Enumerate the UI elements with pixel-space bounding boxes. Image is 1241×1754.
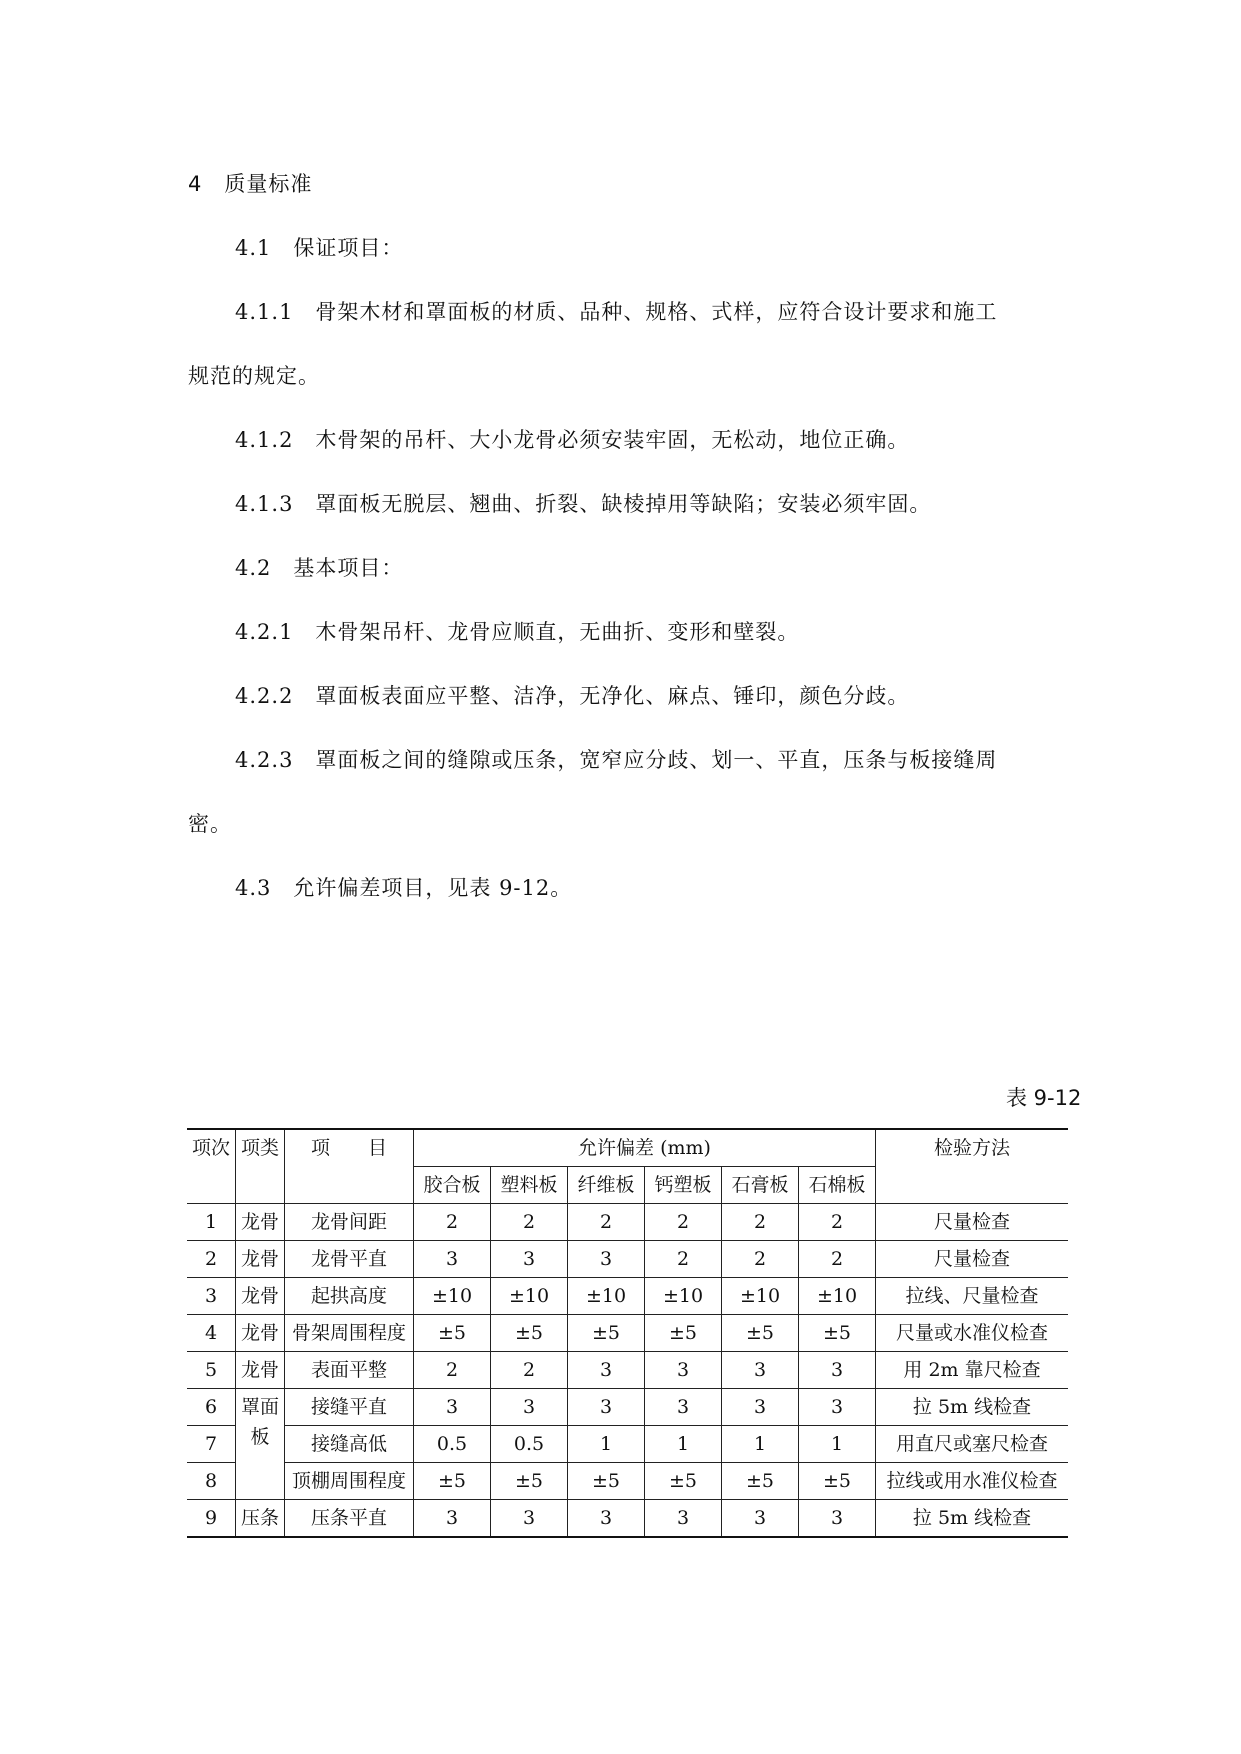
cell-value: 2 bbox=[799, 1204, 876, 1241]
cell-value: 3 bbox=[491, 1500, 568, 1538]
table-row bbox=[187, 1352, 1068, 1389]
cell-value: ±5 bbox=[799, 1315, 876, 1352]
header-material: 纤维板 bbox=[568, 1167, 645, 1204]
header-category: 项类 bbox=[236, 1129, 285, 1204]
cell-value: 3 bbox=[645, 1389, 722, 1426]
table-row bbox=[187, 1426, 1068, 1463]
cell-value: 2 bbox=[491, 1352, 568, 1389]
cell-method: 用 2m 靠尺检查 bbox=[876, 1352, 1069, 1389]
cell-value: 3 bbox=[568, 1352, 645, 1389]
cell-value: ±5 bbox=[722, 1315, 799, 1352]
paragraph-4-1-3: 4.1.3 罩面板无脱层、翘曲、折裂、缺棱掉用等缺陷；安装必须牢固。 bbox=[235, 492, 932, 516]
table-row bbox=[187, 1389, 1068, 1426]
cell-method: 尺量或水准仪检查 bbox=[876, 1315, 1069, 1352]
cell-value: 3 bbox=[568, 1241, 645, 1278]
cell-category: 龙骨 bbox=[236, 1352, 285, 1389]
cell-category: 龙骨 bbox=[236, 1204, 285, 1241]
paragraph-4-2: 4.2 基本项目： bbox=[235, 556, 404, 580]
cell-item: 骨架周围程度 bbox=[285, 1315, 414, 1352]
cell-no: 2 bbox=[187, 1241, 236, 1278]
cell-item: 起拱高度 bbox=[285, 1278, 414, 1315]
cell-method: 尺量检查 bbox=[876, 1241, 1069, 1278]
header-no: 项次 bbox=[187, 1129, 236, 1204]
table-caption: 表 9-12 bbox=[1006, 1086, 1082, 1110]
cell-value: ±10 bbox=[491, 1278, 568, 1315]
header-material: 胶合板 bbox=[414, 1167, 491, 1204]
cell-value: 3 bbox=[799, 1352, 876, 1389]
paragraph-4-2-3-cont: 密。 bbox=[188, 812, 232, 836]
paragraph-4-2-2: 4.2.2 罩面板表面应平整、洁净，无净化、麻点、锤印，颜色分歧。 bbox=[235, 684, 910, 708]
table-row bbox=[187, 1463, 1068, 1500]
table-row bbox=[187, 1315, 1068, 1352]
header-tolerance: 允许偏差 (mm) bbox=[414, 1129, 876, 1167]
cell-value: 3 bbox=[414, 1500, 491, 1538]
cell-category: 龙骨 bbox=[236, 1278, 285, 1315]
cell-no: 7 bbox=[187, 1426, 236, 1463]
cell-item: 接缝平直 bbox=[285, 1389, 414, 1426]
cell-category: 龙骨 bbox=[236, 1241, 285, 1278]
cell-no: 8 bbox=[187, 1463, 236, 1500]
cell-value: 3 bbox=[722, 1352, 799, 1389]
cell-value: 3 bbox=[722, 1500, 799, 1538]
cell-value: 3 bbox=[645, 1352, 722, 1389]
cell-category: 龙骨 bbox=[236, 1315, 285, 1352]
cell-value: 2 bbox=[491, 1204, 568, 1241]
table-header-row bbox=[187, 1129, 1068, 1167]
cell-method: 拉 5m 线检查 bbox=[876, 1389, 1069, 1426]
paragraph-4-1-2: 4.1.2 木骨架的吊杆、大小龙骨必须安装牢固，无松动，地位正确。 bbox=[235, 428, 910, 452]
cell-value: 3 bbox=[414, 1241, 491, 1278]
header-material: 钙塑板 bbox=[645, 1167, 722, 1204]
cell-no: 4 bbox=[187, 1315, 236, 1352]
header-item: 项 目 bbox=[285, 1129, 414, 1204]
cell-value: 0.5 bbox=[491, 1426, 568, 1463]
cell-value: 3 bbox=[722, 1389, 799, 1426]
paragraph-4-1-1-cont: 规范的规定。 bbox=[188, 364, 320, 388]
cell-value: 1 bbox=[799, 1426, 876, 1463]
cell-value: 3 bbox=[799, 1389, 876, 1426]
header-method: 检验方法 bbox=[876, 1129, 1069, 1204]
cell-value: 0.5 bbox=[414, 1426, 491, 1463]
header-material: 石膏板 bbox=[722, 1167, 799, 1204]
cell-value: 1 bbox=[722, 1426, 799, 1463]
cell-no: 9 bbox=[187, 1500, 236, 1538]
cell-value: ±5 bbox=[414, 1315, 491, 1352]
paragraph-4-3: 4.3 允许偏差项目，见表 9-12。 bbox=[235, 876, 573, 900]
cell-no: 3 bbox=[187, 1278, 236, 1315]
cell-method: 拉线或用水准仪检查 bbox=[876, 1463, 1069, 1500]
cell-value: ±5 bbox=[799, 1463, 876, 1500]
cell-value: 3 bbox=[645, 1500, 722, 1538]
cell-value: ±5 bbox=[645, 1463, 722, 1500]
table-row bbox=[187, 1204, 1068, 1241]
cell-value: 1 bbox=[568, 1426, 645, 1463]
paragraph-4-1: 4.1 保证项目： bbox=[235, 236, 404, 260]
cell-item: 接缝高低 bbox=[285, 1426, 414, 1463]
cell-value: ±5 bbox=[414, 1463, 491, 1500]
cell-item: 龙骨平直 bbox=[285, 1241, 414, 1278]
cell-value: 3 bbox=[799, 1500, 876, 1538]
cell-no: 6 bbox=[187, 1389, 236, 1426]
cell-value: 3 bbox=[491, 1241, 568, 1278]
cell-value: 3 bbox=[491, 1389, 568, 1426]
cell-value: ±10 bbox=[722, 1278, 799, 1315]
cell-method: 拉线、尺量检查 bbox=[876, 1278, 1069, 1315]
cell-value: ±10 bbox=[568, 1278, 645, 1315]
cell-no: 1 bbox=[187, 1204, 236, 1241]
paragraph-4-1-1: 4.1.1 骨架木材和罩面板的材质、品种、规格、式样，应符合设计要求和施工 bbox=[235, 300, 998, 324]
cell-value: 2 bbox=[722, 1241, 799, 1278]
cell-value: ±10 bbox=[799, 1278, 876, 1315]
cell-value: ±10 bbox=[414, 1278, 491, 1315]
cell-item: 压条平直 bbox=[285, 1500, 414, 1538]
header-material: 石棉板 bbox=[799, 1167, 876, 1204]
tolerance-table bbox=[187, 1128, 1068, 1538]
table-row bbox=[187, 1241, 1068, 1278]
table-row bbox=[187, 1278, 1068, 1315]
cell-value: ±5 bbox=[645, 1315, 722, 1352]
cell-value: 2 bbox=[722, 1204, 799, 1241]
cell-value: 2 bbox=[645, 1204, 722, 1241]
cell-category: 罩面板 bbox=[236, 1389, 285, 1500]
cell-value: 2 bbox=[568, 1204, 645, 1241]
paragraph-4-2-1: 4.2.1 木骨架吊杆、龙骨应顺直，无曲折、变形和壁裂。 bbox=[235, 620, 800, 644]
cell-no: 5 bbox=[187, 1352, 236, 1389]
cell-value: 3 bbox=[414, 1389, 491, 1426]
cell-value: 2 bbox=[414, 1352, 491, 1389]
paragraph-4-2-3: 4.2.3 罩面板之间的缝隙或压条，宽窄应分歧、划一、平直，压条与板接缝周 bbox=[235, 748, 998, 772]
cell-value: ±5 bbox=[491, 1315, 568, 1352]
cell-value: ±5 bbox=[722, 1463, 799, 1500]
cell-method: 尺量检查 bbox=[876, 1204, 1069, 1241]
cell-item: 顶棚周围程度 bbox=[285, 1463, 414, 1500]
section-title: 4 质量标准 bbox=[188, 172, 313, 196]
header-material: 塑料板 bbox=[491, 1167, 568, 1204]
cell-value: ±5 bbox=[568, 1463, 645, 1500]
cell-value: 1 bbox=[645, 1426, 722, 1463]
cell-value: 2 bbox=[414, 1204, 491, 1241]
cell-value: ±10 bbox=[645, 1278, 722, 1315]
cell-value: ±5 bbox=[491, 1463, 568, 1500]
cell-value: 2 bbox=[799, 1241, 876, 1278]
cell-method: 用直尺或塞尺检查 bbox=[876, 1426, 1069, 1463]
cell-value: ±5 bbox=[568, 1315, 645, 1352]
cell-item: 龙骨间距 bbox=[285, 1204, 414, 1241]
cell-item: 表面平整 bbox=[285, 1352, 414, 1389]
cell-category: 压条 bbox=[236, 1500, 285, 1538]
table-row bbox=[187, 1500, 1068, 1538]
cell-value: 3 bbox=[568, 1389, 645, 1426]
cell-method: 拉 5m 线检查 bbox=[876, 1500, 1069, 1538]
cell-value: 3 bbox=[568, 1500, 645, 1538]
cell-value: 2 bbox=[645, 1241, 722, 1278]
